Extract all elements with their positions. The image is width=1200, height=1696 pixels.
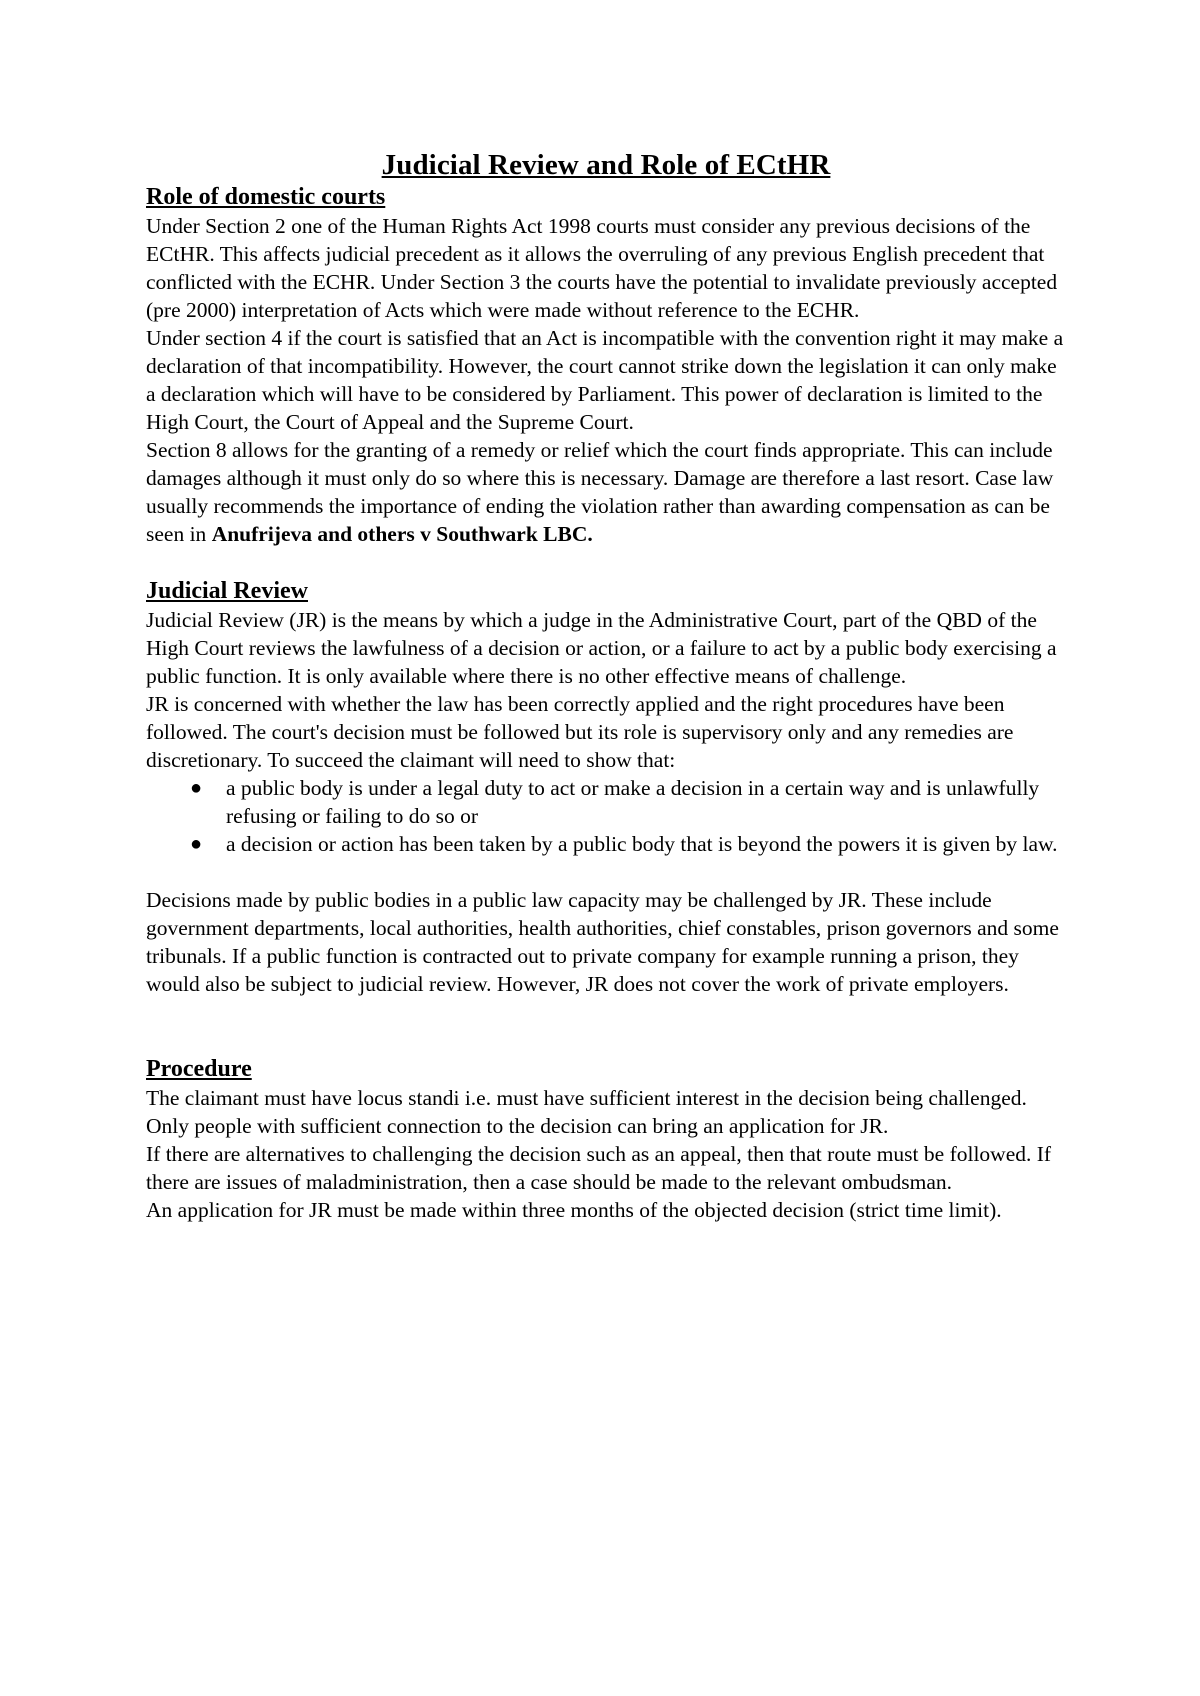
paragraph: JR is concerned with whether the law has been correctly applied and the right procedures have been followed. The court's decision must be followed but its role is supervisory only and any remedies are discretionary. To succeed the claimant will need to show that:: [146, 692, 1014, 772]
paragraph: An application for JR must be made within three months of the objected decision (strict time limit).: [146, 1198, 1002, 1222]
paragraph: Judicial Review (JR) is the means by which a judge in the Administrative Court, part of the QBD of the High Court reviews the lawfulness of a decision or action, or a failure to act by a public body exercising a public function. It is only available where there is no other effective means of challenge.: [146, 608, 1057, 688]
section-heading: Procedure: [146, 1056, 252, 1082]
section-heading: Judicial Review: [146, 578, 308, 604]
document-title: Judicial Review and Role of ECtHR: [381, 149, 831, 181]
remedy-paragraph: [146, 436, 1066, 548]
paragraph-text: Section 8 allows for the granting of a remedy or relief which the court finds appropriate. This can include damages although it must only do so where this is necessary. Damage are therefore a last resort. Case law usually recommends the importance of ending the violation rather than awarding compensation as can be seen in: [146, 438, 1054, 546]
paragraph: Under Section 2 one of the Human Rights Act 1998 courts must consider any previous decisions of the ECtHR. This affects judicial precedent as it allows the overruling of any previous English precedent that conflicted with the ECHR. Under Section 3 the courts have the potential to invalidate previously accepted (pre 2000) interpretation of Acts which were made without reference to the ECHR.: [146, 214, 1058, 322]
paragraph: If there are alternatives to challenging the decision such as an appeal, then that route must be followed. If there are issues of maladministration, then a case should be made to the relevant ombudsman.: [146, 1142, 1052, 1194]
list-item: [146, 830, 1066, 858]
paragraph: Decisions made by public bodies in a public law capacity may be challenged by JR. These include government departments, local authorities, health authorities, chief constables, prison governors and some tribunals. If a public function is contracted out to private company for example running a prison, they would also be subject to judicial review. However, JR does not cover the work of private employers.: [146, 888, 1059, 996]
paragraph: The claimant must have locus standi i.e. must have sufficient interest in the decision being challenged. Only people with sufficient connection to the decision can bring an application for JR.: [146, 1086, 1027, 1138]
spacer: [146, 858, 1066, 886]
case-name: Anufrijeva and others v Southwark LBC.: [211, 522, 593, 546]
criteria-list: [146, 774, 1066, 858]
section-judicial-review: [146, 576, 1066, 998]
spacer: [146, 998, 1066, 1054]
section-heading: Role of domestic courts: [146, 184, 386, 210]
spacer: [146, 548, 1066, 576]
paragraph: Under section 4 if the court is satisfied that an Act is incompatible with the convention right it may make a declaration of that incompatibility. However, the court cannot strike down the legislation it can only make a declaration which will have to be considered by Parliament. This power of declaration is limited to the High Court, the Court of Appeal and the Supreme Court.: [146, 326, 1064, 434]
bullet-dot-icon: ●: [189, 833, 203, 855]
document-page: [146, 148, 1066, 1224]
list-item-text: a decision or action has been taken by a public body that is beyond the powers it is given by law.: [226, 832, 1058, 856]
list-item: [146, 774, 1066, 830]
section-role-of-domestic-courts: [146, 182, 1066, 548]
list-item-text: a public body is under a legal duty to act or make a decision in a certain way and is unlawfully refusing or failing to do so or: [226, 776, 1040, 828]
bullet-dot-icon: ●: [189, 777, 203, 799]
section-procedure: [146, 1054, 1066, 1224]
